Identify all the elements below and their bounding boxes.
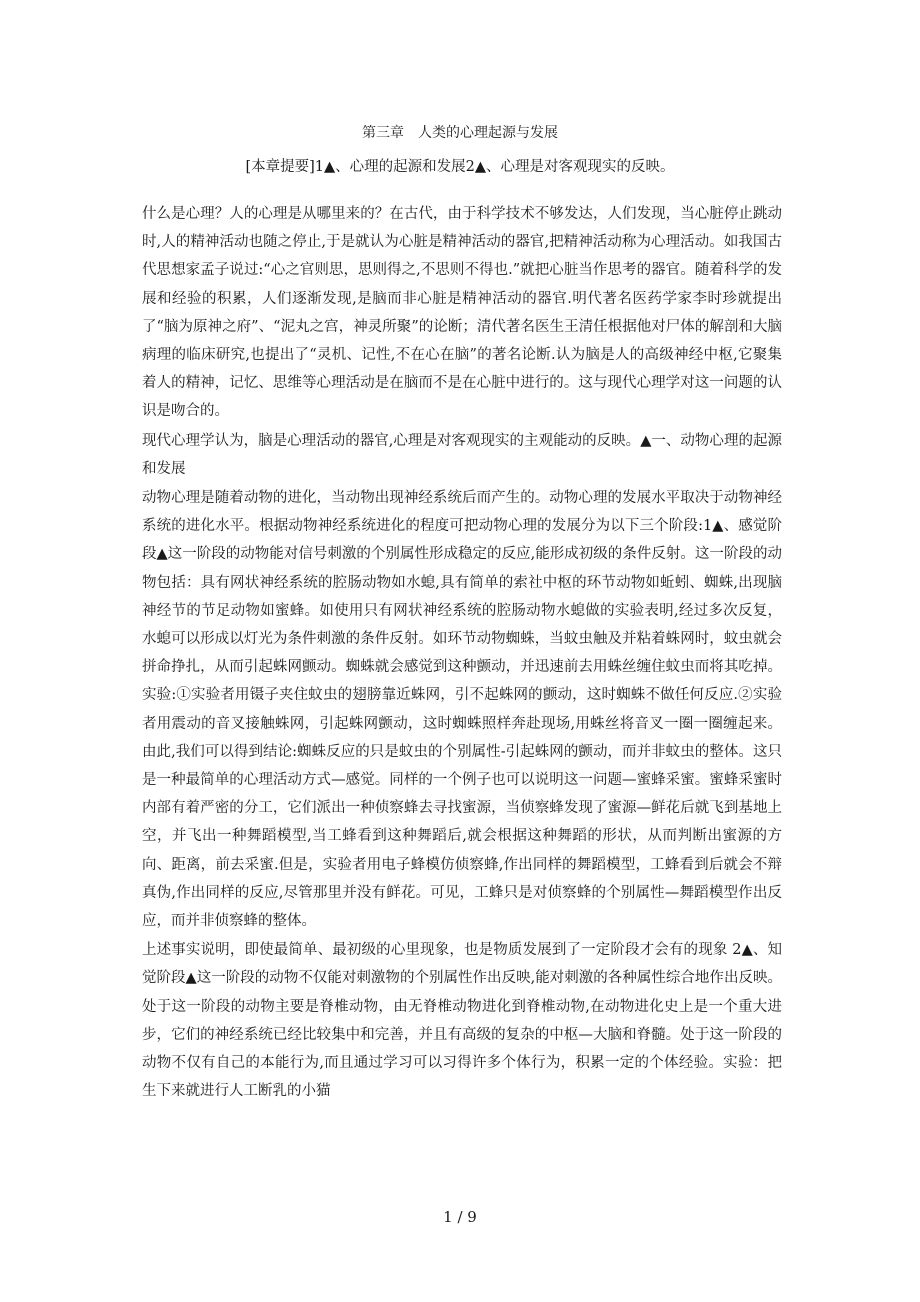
paragraph-modern-view: 现代心理学认为，脑是心理活动的器官,心理是对客观现实的主观能动的反映。▲一、动物心理的起源和发展 (142, 432, 782, 477)
page-number: 1 / 9 (443, 1208, 477, 1226)
paragraph-perception-stage: 上述事实说明，即使最简单、最初级的心里现象，也是物质发展到了一定阶段才会有的现象 2▲、知觉阶段▲这一阶段的动物不仅能对刺激物的个别属性作出反映,能对刺激的各种属性综合地作出反映。处于这一阶段的动物主要是脊椎动物，由无脊椎动物进化到脊椎动物,在动物进化史上是一个重大进步，它们的神经系统已经比较集中和完善，并且有高级的复杂的中枢—大脑和脊髓。处于这一阶段的动物不仅有自己的本能行为,而且通过学习可以习得许多个体行为，积累一定的个体经验。实验：把生下来就进行人工断乳的小猫 (142, 942, 782, 1100)
document-body (142, 200, 782, 1106)
chapter-summary: [本章提要]1▲、心理的起源和发展2▲、心理是对客观现实的反映。 (245, 159, 675, 175)
chapter-title: 第三章 人类的心理起源与发展 (362, 125, 558, 141)
paragraph-intro: 什么是心理？人的心理是从哪里来的？在古代，由于科学技术不够发达，人们发现，当心脏停止跳动时,人的精神活动也随之停止,于是就认为心脏是精神活动的器官,把精神活动称为心理活动。如我国古代思想家孟子说过:“心之官则思，思则得之,不思则不得也.”就把心脏当作思考的器官。随着科学的发展和经验的积累，人们逐渐发现,是脑而非心脏是精神活动的器官.明代著名医药学家李时珍就提出了“脑为原神之府”、“泥丸之宫，神灵所聚”的论断；清代著名医生王清任根据他对尸体的解剖和大脑病理的临床研究,也提出了“灵机、记性,不在心在脑”的著名论断.认为脑是人的高级神经中枢,它聚集着人的精神，记忆、思维等心理活动是在脑而不是在心脏中进行的。这与现代心理学对这一问题的认识是吻合的。 (142, 206, 782, 420)
paragraph-animal-psychology: 动物心理是随着动物的进化，当动物出现神经系统后而产生的。动物心理的发展水平取决于动物神经系统的进化水平。根据动物神经系统进化的程度可把动物心理的发展分为以下三个阶段:1▲、感觉阶段▲这一阶段的动物能对信号刺激的个别属性形成稳定的反应,能形成初级的条件反射。这一阶段的动物包括：具有网状神经系统的腔肠动物如水螅,具有简单的索社中枢的环节动物如蚯蚓、蜘蛛,出现脑神经节的节足动物如蜜蜂。如使用只有网状神经系统的腔肠动物水螅做的实验表明,经过多次反复，水螅可以形成以灯光为条件刺激的条件反射。如环节动物蜘蛛，当蚊虫触及并粘着蛛网时，蚊虫就会拼命挣扎，从而引起蛛网颤动。蜘蛛就会感觉到这种颤动，并迅速前去用蛛丝缠住蚊虫而将其吃掉。实验:①实验者用镊子夹住蚊虫的翅膀靠近蛛网，引不起蛛网的颤动，这时蜘蛛不做任何反应.②实验者用震动的音叉接触蛛网，引起蛛网颤动，这时蜘蛛照样奔赴现场,用蛛丝将音叉一圈一圈缠起来。由此,我们可以得到结论:蜘蛛反应的只是蚊虫的个别属性-引起蛛网的颤动，而并非蚊虫的整体。这只是一种最简单的心理活动方式—感觉。同样的一个例子也可以说明这一问题—蜜蜂采蜜。蜜蜂采蜜时内部有着严密的分工，它们派出一种侦察蜂去寻找蜜源，当侦察蜂发现了蜜源—鲜花后就飞到基地上空，并飞出一种舞蹈模型,当工蜂看到这种舞蹈后,就会根据这种舞蹈的形状，从而判断出蜜源的方向、距离，前去采蜜.但是，实验者用电子蜂模仿侦察蜂,作出同样的舞蹈模型，工蜂看到后就会不辩真伪,作出同样的反应,尽管那里并没有鲜花。可见，工蜂只是对侦察蜂的个别属性—舞蹈模型作出反应，而并非侦察蜂的整体。 (142, 490, 782, 930)
